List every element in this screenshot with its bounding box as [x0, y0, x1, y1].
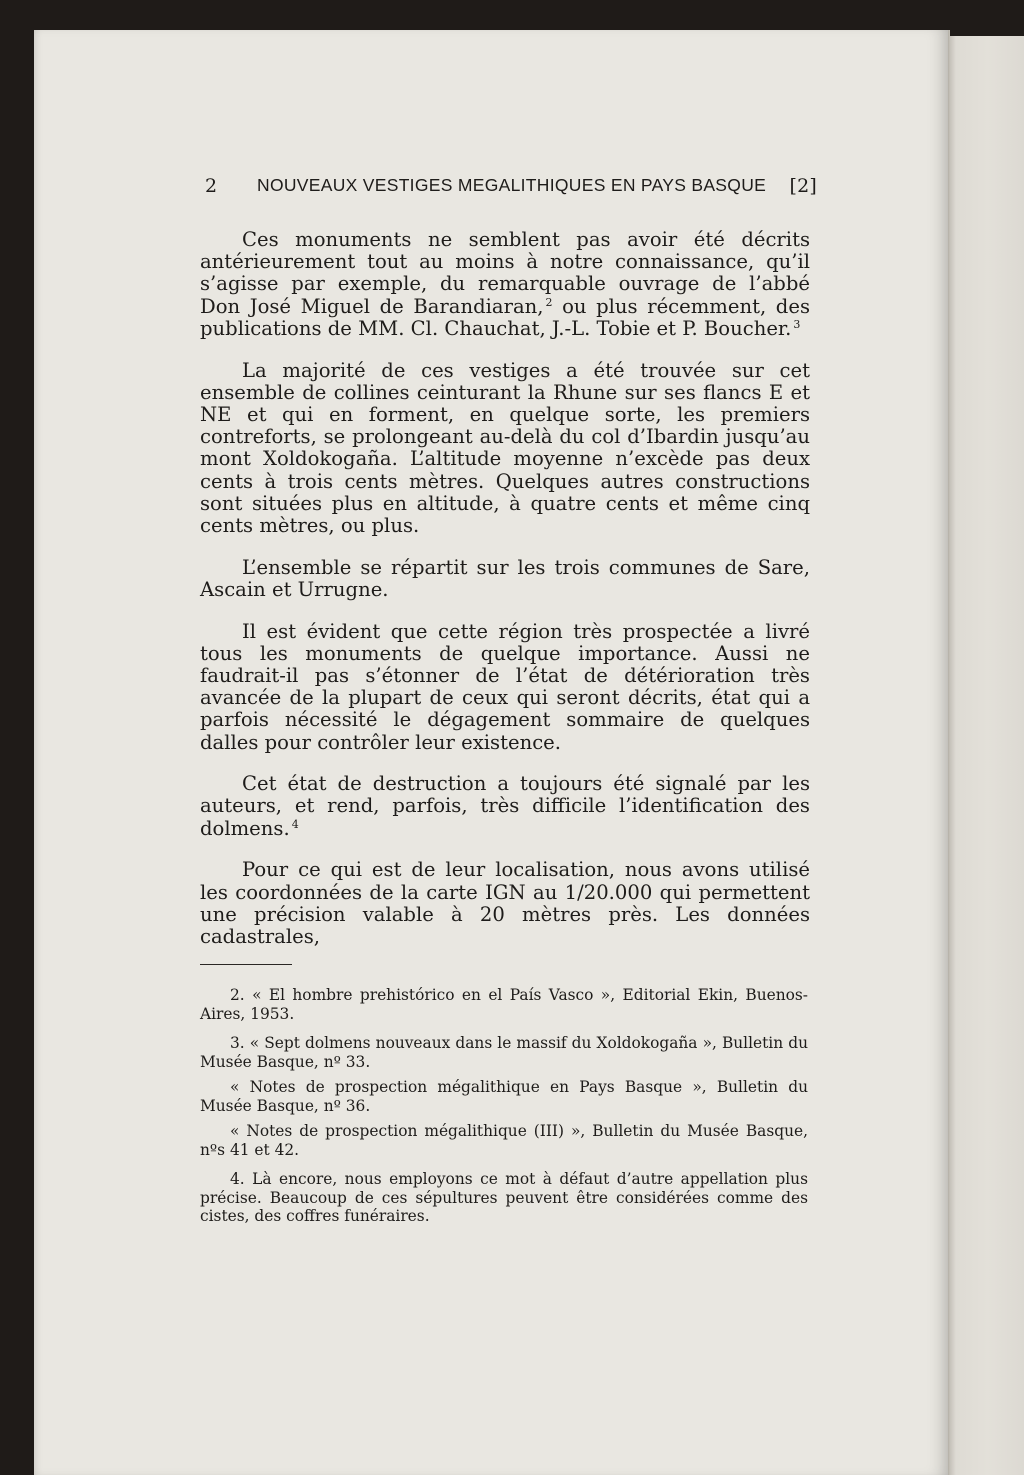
footnote-separator: [200, 964, 292, 965]
section-reference: [2]: [789, 175, 817, 197]
running-header: [205, 175, 817, 201]
footnote-2: 2. « El hombre prehistórico en el País Vasco », Editorial Ekin, Buenos-Aires, 1953.: [200, 986, 808, 1023]
paragraph-5: [200, 773, 810, 840]
footnote-3-continued-2: « Notes de prospection mégalithique (III) », Bulletin du Musée Basque, nºs 41 et 42.: [200, 1122, 808, 1159]
paragraph-3: L’ensemble se répartit sur les trois communes de Sare, Ascain et Urrugne.: [200, 555, 810, 601]
paragraph-5-text: Cet état de destruction a toujours été signalé par les auteurs, et rend, parfois, très difficile l’identification des dolmens.: [200, 772, 810, 840]
paragraph-1: [200, 229, 810, 340]
footnotes: [200, 986, 808, 1237]
footnote-ref-2: 2: [545, 296, 553, 310]
page-number: 2: [205, 175, 218, 197]
paragraph-2: La majorité de ces vestiges a été trouvée sur cet ensemble de collines ceinturant la Rhune sur ses flancs E et NE et qui en forment, en quelque sorte, les premiers contreforts, se prolongeant au-delà du col d’Ibardin jusqu’au mont Xoldokogaña. L’altitude moyenne n’excède pas deux cents à trois cents mètres. Quelques autres constructions sont situées plus en altitude, à quatre cents et même cinq cents mètres, ou plus.: [200, 358, 810, 537]
paragraph-6: Pour ce qui est de leur localisation, nous avons utilisé les coordonnées de la carte IGN au 1/20.000 qui permettent une précision valable à 20 mètres près. Les données cadastrales,: [200, 858, 810, 948]
footnote-3-continued-1: « Notes de prospection mégalithique en Pays Basque », Bulletin du Musée Basque, nº 36.: [200, 1078, 808, 1115]
footnote-4: 4. Là encore, nous employons ce mot à défaut d’autre appellation plus précise. Beaucoup de ces sépultures peuvent être considérées comme des cistes, des coffres funéraires.: [200, 1170, 808, 1225]
paragraph-1-part-b: ou plus récemment, des publications de MM. Cl. Chauchat, J.-L. Tobie et P. Boucher.: [200, 294, 811, 340]
facing-page-edge: [948, 36, 1024, 1475]
footnote-ref-4: 4: [291, 818, 299, 832]
paragraph-4: Il est évident que cette région très prospectée a livré tous les monuments de quelque importance. Aussi ne faudrait-il pas s’étonner de l’état de détérioration très avancée de la plupart de ceux qui seront décrits, état qui a parfois nécessité le dégagement sommaire de quelques dalles pour contrôler leur existence.: [200, 619, 810, 754]
footnote-3: 3. « Sept dolmens nouveaux dans le massif du Xoldokogaña », Bulletin du Musée Basque, nº 33.: [200, 1034, 808, 1071]
paragraph-1-part-a: Ces monuments ne semblent pas avoir été décrits antérieurement tout au moins à notre connaissance, qu’il s’agisse par exemple, du remarquable ouvrage de l’abbé Don José Miguel de Barandiaran,: [200, 228, 810, 318]
main-text: [200, 229, 810, 968]
running-title: NOUVEAUX VESTIGES MEGALITHIQUES EN PAYS BASQUE: [257, 175, 767, 195]
footnote-ref-3: 3: [793, 318, 801, 332]
